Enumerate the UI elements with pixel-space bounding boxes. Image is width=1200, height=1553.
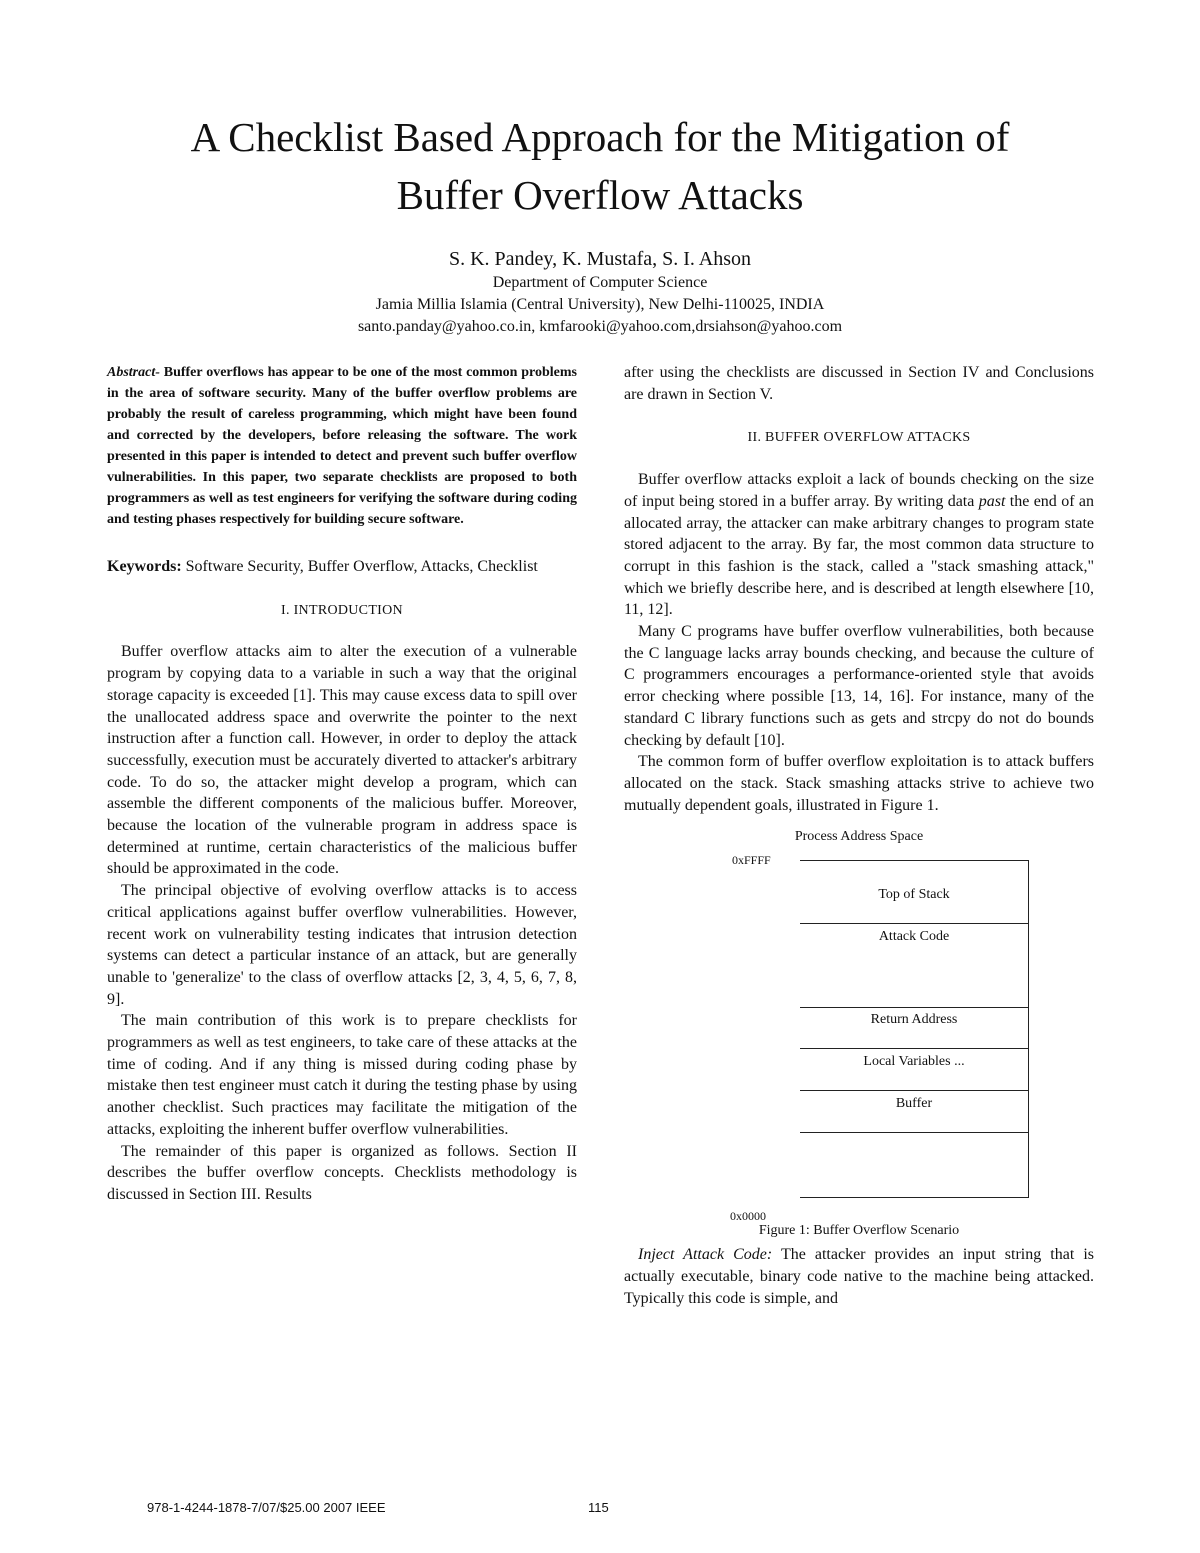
region-top-of-stack: Top of Stack [878,887,950,903]
author-names: S. K. Pandey, K. Mustafa, S. I. Ahson [448,248,752,270]
footer-copyright: 978-1-4244-1878-7/07/$25.00 2007 IEEE [147,1500,386,1515]
region-divider [800,1090,1029,1091]
region-divider [800,923,1029,924]
region-divider [800,860,1029,861]
figure-bottom-address: 0x0000 [730,1209,766,1224]
keywords [107,556,577,578]
page-number: 115 [588,1500,609,1515]
left-column [107,362,577,1206]
figure-1 [624,826,1094,1239]
figure-caption: Figure 1: Buffer Overflow Scenario [758,1223,960,1239]
keywords-text: Software Security, Buffer Overflow, Attacks, Checklist [181,558,538,575]
figure-top-address: 0xFFFF [732,853,771,868]
department: Department of Computer Science [492,274,708,291]
intro-paragraph-2: The principal objective of evolving overflow attacks is to access critical applications against buffer overflow vulnerabilities. However, recent work on vulnerability testing indicates that intrusion detection systems can detect a particular instance of an attack, but are generally unable to 'generalize' to the class of overflow attacks [2, 3, 4, 5, 6, 7, 8, 9]. [107,882,577,1008]
region-buffer: Buffer [895,1096,933,1112]
abstract [107,362,577,530]
bo-p1-part-b: the end of an allocated array, the attacker can make arbitrary changes to program state stored adjacent to the array. By far, the most common data structure to corrupt in this fashion is the stack, called a "stack smashing attack," which we briefly describe here, and is described at length elsewhere [10, 11, 12]. [624,492,1094,619]
bo-paragraph-4 [624,1244,1094,1309]
figure-title: Process Address Space [794,829,924,845]
author-emails: santo.panday@yahoo.co.in, kmfarooki@yahoo.com,drsiahson@yahoo.com [357,318,843,335]
region-divider [800,1007,1029,1008]
bo-paragraph-3: The common form of buffer overflow exploitation is to attack buffers allocated on the stack. Stack smashing attacks strive to achieve two mutually dependent goals, illustrated in Figure 1. [624,753,1094,814]
bo-paragraph-1 [624,469,1094,621]
bo-p1-emphasis: past [978,492,1006,510]
region-divider [800,1048,1029,1049]
section-heading-introduction: I. INTRODUCTION [281,602,403,618]
abstract-text: Buffer overflows has appear to be one of the most common problems in the area of software security. Many of the buffer overflow problems are probably the result of careless programming, which might have been found and corrected by the developers, before releasing the software. The work presented in this paper is intended to detect and prevent such buffer overflow vulnerabilities. In this paper, two separate checklists are proposed to both programmers as well as test engineers for verifying the software during coding and testing phases respectively for building secure software. [107,365,577,527]
bo-p1-part-a: Buffer overflow attacks exploit a lack of bounds checking on the size of input being stored in a buffer array. By writing data [624,471,1094,510]
keywords-label: Keywords: [107,558,182,575]
inject-attack-code-label: Inject Attack Code: [638,1246,773,1264]
region-local-variables: Local Variables ... [863,1054,965,1070]
region-return-address: Return Address [870,1012,958,1028]
bo-paragraph-2: Many C programs have buffer overflow vulnerabilities, both because the C language lacks array bounds checking, and because the culture of C programmers encourages a performance-oriented style that avoids error checking where possible [13, 14, 16]. For instance, many of the standard C library functions such as gets and strcpy do not do bounds checking by default [10]. [624,623,1094,749]
title-line-1: A Checklist Based Approach for the Mitigation of [190,114,1010,160]
paper-title [80,108,1120,224]
section-heading-buffer-overflow: II. BUFFER OVERFLOW ATTACKS [747,430,971,446]
title-line-2: Buffer Overflow Attacks [396,172,804,218]
region-divider [800,1132,1029,1133]
intro-paragraph-4: The remainder of this paper is organized as follows. Section II describes the buffer overflow concepts. Checklists methodology is discussed in Section III. Results [107,1142,577,1203]
intro-paragraph-1: Buffer overflow attacks aim to alter the execution of a vulnerable program by copying data to a variable in such a way that the original storage capacity is exceeded [1]. This may cause excess data to spill over the unallocated address space and overwrite the pointer to the next instruction after a function call. However, in order to deploy the attack successfully, execution must be accurately diverted to attacker's arbitrary code. To do so, the attacker might develop a program, which can assemble the different components of the malicious buffer. Moreover, because the location of the vulnerable program in address space is determined at runtime, certain characteristics of the malicious buffer should be approximated in the code. [107,643,577,878]
region-attack-code: Attack Code [878,929,950,945]
intro-continuation: after using the checklists are discussed in Section IV and Conclusions are drawn in Section V. [624,364,1094,403]
abstract-lead: Abstract- [107,365,160,380]
institution: Jamia Millia Islamia (Central University), New Delhi-110025, INDIA [375,296,825,313]
right-column [624,362,1094,1309]
intro-paragraph-3: The main contribution of this work is to prepare checklists for programmers as well as test engineers, to take care of these attacks at the time of coding. And if any thing is missed during coding phase by mistake then test engineer must catch it during the testing phase by using another checklist. Such practices may facilitate the mitigation of the attacks, exploiting the inherent buffer overflow vulnerabilities. [107,1012,577,1138]
author-block [200,246,1000,338]
bo-p4-text: The attacker provides an input string that is actually executable, binary code native to the machine being attacked. Typically this code is simple, and [624,1246,1094,1307]
